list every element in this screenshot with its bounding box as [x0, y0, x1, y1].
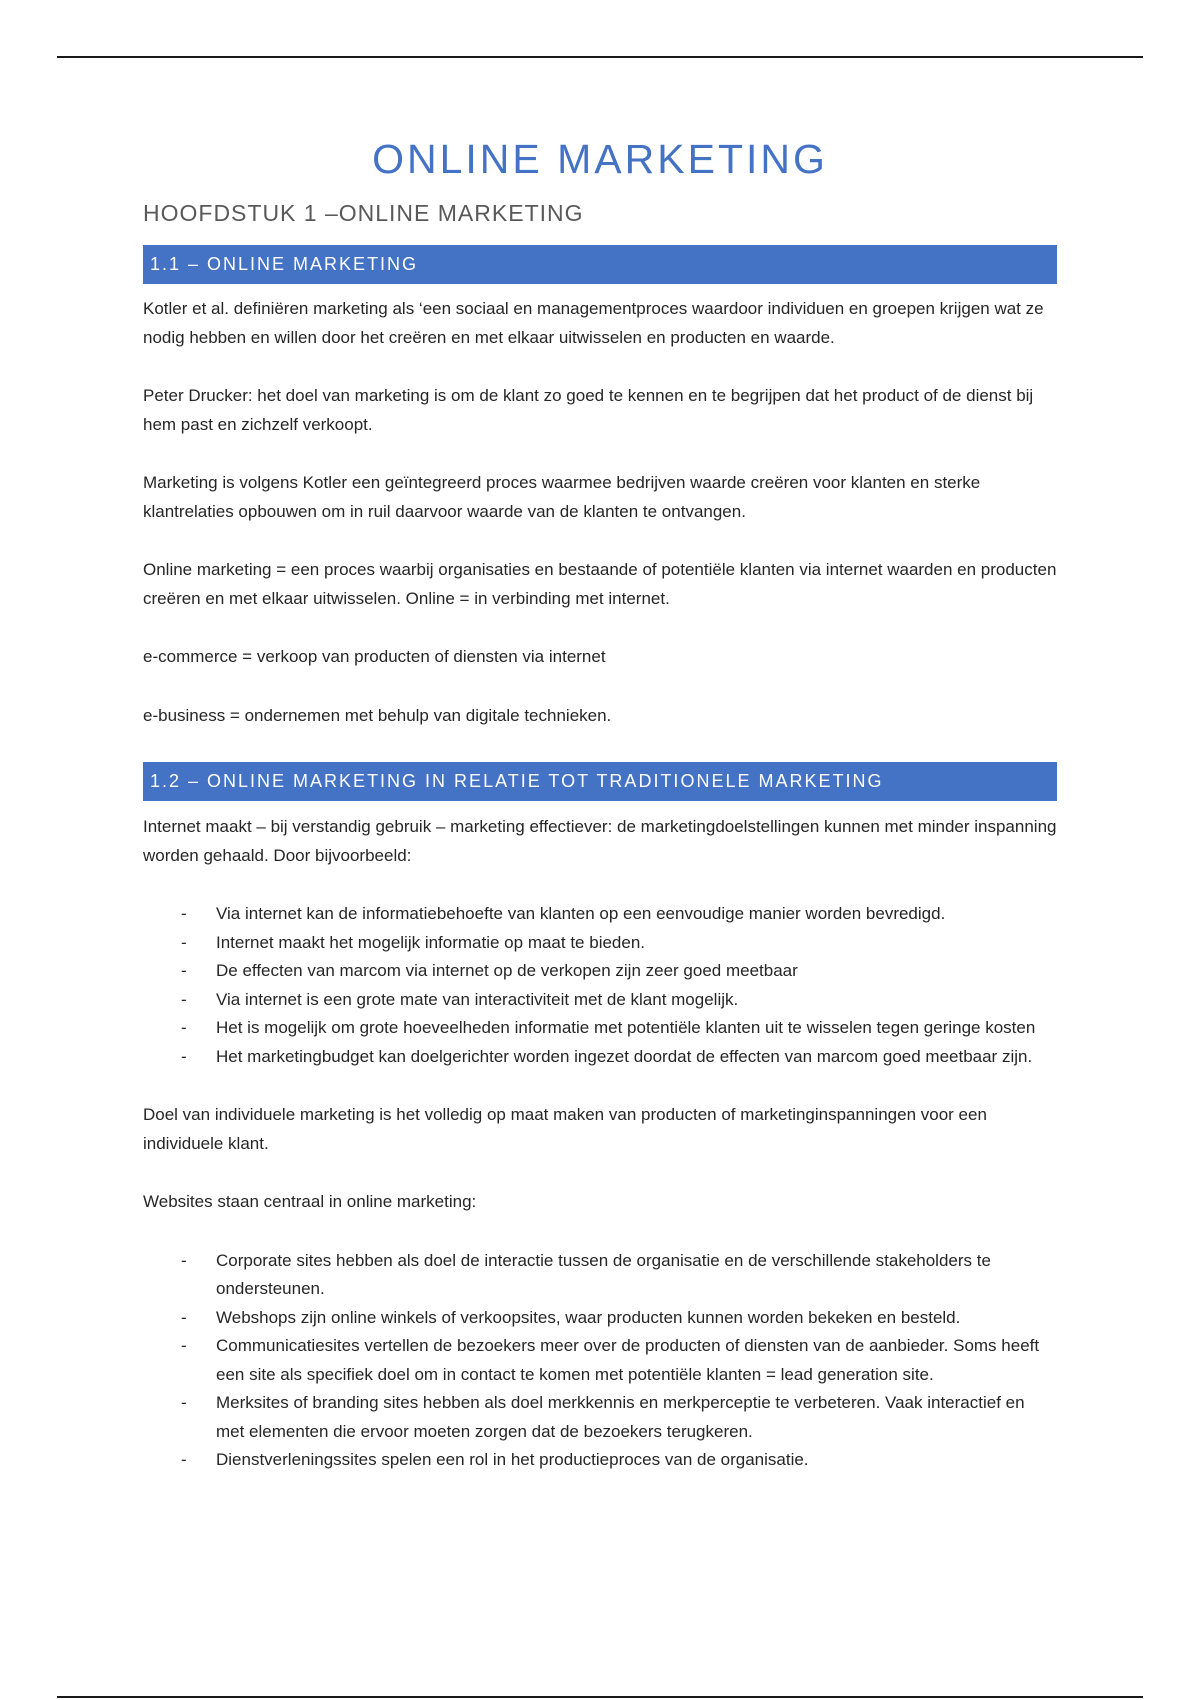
section-heading-1-1: 1.1 – ONLINE MARKETING — [143, 245, 1057, 284]
section-1-1-body — [143, 295, 1057, 730]
paragraph-websites-intro: Websites staan centraal in online marketing: — [143, 1192, 477, 1211]
section-1-2-body — [143, 813, 1057, 1505]
websites-list — [143, 1247, 1057, 1475]
paragraph-e-business: e-business = ondernemen met behulp van digitale technieken. — [143, 705, 612, 725]
paragraph-internet-effective: Internet maakt – bij verstandig gebruik – marketing effectiever: de marketingdoelstellingen kunnen met minder inspanning worden gehaald. Door bijvoorbeeld: — [143, 817, 1057, 865]
paragraph-online-marketing: Online marketing = een proces waarbij organisaties en bestaande of potentiële klanten via internet waarden en producten creëren en met elkaar uitwisselen. Online = in verbinding met internet. — [143, 560, 1057, 608]
paragraph-e-commerce: e-commerce = verkoop van producten of diensten via internet — [143, 647, 606, 666]
paragraph-kotler-definition: Kotler et al. definiëren marketing als ‘een sociaal en managementproces waardoor individuen en groepen krijgen wat ze nodig hebben en willen door het creëren en met elkaar uitwisselen en producten en waarde. — [143, 299, 1044, 347]
paragraph-individual-marketing: Doel van individuele marketing is het volledig op maat maken van producten of marketinginspanningen voor een individuele klant. — [143, 1105, 987, 1153]
list-item: - Dienstverleningssites spelen een rol in het productieproces van de organisatie. — [143, 1446, 1057, 1475]
list-item: - Via internet is een grote mate van interactiviteit met de klant mogelijk. — [143, 986, 1057, 1015]
header-rule — [57, 56, 1143, 58]
document-title: ONLINE MARKETING — [372, 136, 828, 182]
chapter-heading: HOOFDSTUK 1 –ONLINE MARKETING — [143, 200, 584, 226]
footer-rule — [57, 1696, 1143, 1698]
benefits-list — [143, 900, 1057, 1071]
paragraph-kotler-process: Marketing is volgens Kotler een geïntegreerd proces waarmee bedrijven waarde creëren voor klanten en sterke klantrelaties opbouwen om in ruil daarvoor waarde van de klanten te ontvangen. — [143, 473, 981, 521]
list-item: - Het is mogelijk om grote hoeveelheden informatie met potentiële klanten uit te wisselen tegen geringe kosten — [143, 1014, 1057, 1043]
section-heading-1-2: 1.2 – ONLINE MARKETING IN RELATIE TOT TRADITIONELE MARKETING — [143, 762, 1057, 801]
list-item: - Internet maakt het mogelijk informatie op maat te bieden. — [143, 929, 1057, 958]
list-item: - Webshops zijn online winkels of verkoopsites, waar producten kunnen worden bekeken en besteld. — [143, 1304, 1057, 1333]
list-item: - De effecten van marcom via internet op de verkopen zijn zeer goed meetbaar — [143, 957, 1057, 986]
list-item: - Via internet kan de informatiebehoefte van klanten op een eenvoudige manier worden bevredigd. — [143, 900, 1057, 929]
list-item: - Merksites of branding sites hebben als doel merkkennis en merkperceptie te verbeteren. Vaak interactief en met elementen die ervoor moeten zorgen dat de bezoekers terugkeren. — [143, 1389, 1057, 1446]
paragraph-drucker: Peter Drucker: het doel van marketing is om de klant zo goed te kennen en te begrijpen dat het product of de dienst bij hem past en zichzelf verkoopt. — [143, 386, 1034, 434]
list-item: - Het marketingbudget kan doelgerichter worden ingezet doordat de effecten van marcom goed meetbaar zijn. — [143, 1043, 1057, 1072]
list-item: - Communicatiesites vertellen de bezoekers meer over de producten of diensten van de aanbieder. Soms heeft een site als specifiek doel om in contact te komen met potentiële klanten = lead generation site. — [143, 1332, 1057, 1389]
list-item: - Corporate sites hebben als doel de interactie tussen de organisatie en de verschillende stakeholders te ondersteunen. — [143, 1247, 1057, 1304]
